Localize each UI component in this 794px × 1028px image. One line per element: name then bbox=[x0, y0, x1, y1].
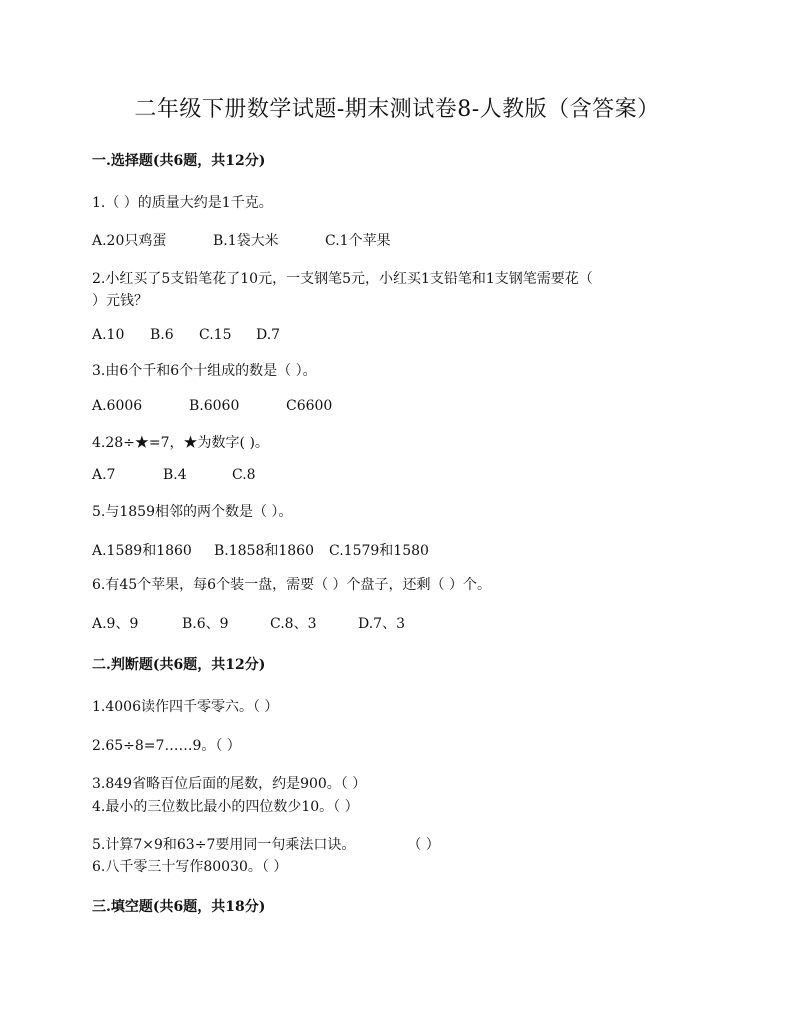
judge-5-statement: 5.计算7×9和63÷7要用同一句乘法口诀。 bbox=[92, 837, 356, 853]
option-b: B.1袋大米 bbox=[213, 233, 279, 249]
option-b: B.6 bbox=[150, 327, 174, 343]
option-c: C.1579和1580 bbox=[329, 543, 429, 559]
option-c: C.8 bbox=[232, 467, 256, 483]
option-c: C6600 bbox=[286, 398, 333, 414]
option-c: C.1个苹果 bbox=[325, 233, 391, 249]
question-2-options bbox=[92, 327, 280, 343]
question-2-text-line2: ）元钱？ bbox=[92, 293, 148, 309]
judge-1-text: 1.4006读作四千零零六。（ ） bbox=[92, 699, 279, 715]
question-5-text: 5.与1859相邻的两个数是（ ）。 bbox=[92, 504, 293, 520]
judge-4-text: 4.最小的三位数比最小的四位数少10。（ ） bbox=[92, 799, 359, 815]
judge-5-text bbox=[92, 834, 440, 854]
section-heading-choice: 一.选择题(共6题，共12分) bbox=[92, 153, 266, 169]
question-5-options bbox=[92, 540, 429, 560]
option-a: A.6006 bbox=[92, 398, 143, 414]
option-b: B.1858和1860 bbox=[214, 543, 314, 559]
option-b: B.6060 bbox=[189, 398, 240, 414]
option-c: C.8、3 bbox=[270, 616, 317, 632]
option-d: D.7 bbox=[256, 327, 281, 343]
option-a: A.10 bbox=[92, 327, 125, 343]
section-heading-fill: 三.填空题(共6题，共18分) bbox=[92, 899, 266, 915]
judge-5-blank: （ ） bbox=[407, 837, 440, 853]
question-4-options bbox=[92, 467, 256, 483]
question-4-text: 4.28÷★=7，★为数字( )。 bbox=[92, 435, 269, 451]
option-d: D.7、3 bbox=[358, 616, 405, 632]
option-c: C.15 bbox=[199, 327, 232, 343]
question-6-text: 6.有45个苹果，每6个装一盘，需要（ ）个盘子，还剩（ ）个。 bbox=[92, 577, 491, 593]
page-title: 二年级下册数学试题-期末测试卷8-人教版（含答案） bbox=[134, 97, 660, 122]
section-heading-judge: 二.判断题(共6题，共12分) bbox=[92, 657, 266, 673]
question-3-text: 3.由6个千和6个十组成的数是（ ）。 bbox=[92, 363, 317, 379]
option-b: B.4 bbox=[163, 467, 187, 483]
question-3-options bbox=[92, 398, 332, 414]
judge-6-text: 6.八千零三十写作80030。（ ） bbox=[92, 859, 288, 875]
option-a: A.7 bbox=[92, 467, 116, 483]
question-6-options bbox=[92, 613, 405, 633]
question-1-options bbox=[92, 230, 391, 250]
option-b: B.6、9 bbox=[182, 616, 229, 632]
option-a: A.1589和1860 bbox=[92, 543, 192, 559]
judge-2-text: 2.65÷8=7……9。（ ） bbox=[92, 738, 241, 754]
option-a: A.20只鸡蛋 bbox=[92, 233, 167, 249]
question-2-text-line1: 2.小红买了5支铅笔花了10元，一支钢笔5元，小红买1支铅笔和1支钢笔需要花（ bbox=[92, 271, 593, 287]
judge-3-text: 3.849省略百位后面的尾数，约是900。（ ） bbox=[92, 776, 367, 792]
question-1-text: 1.（ ）的质量大约是1千克。 bbox=[92, 195, 273, 211]
option-a: A.9、9 bbox=[92, 616, 139, 632]
